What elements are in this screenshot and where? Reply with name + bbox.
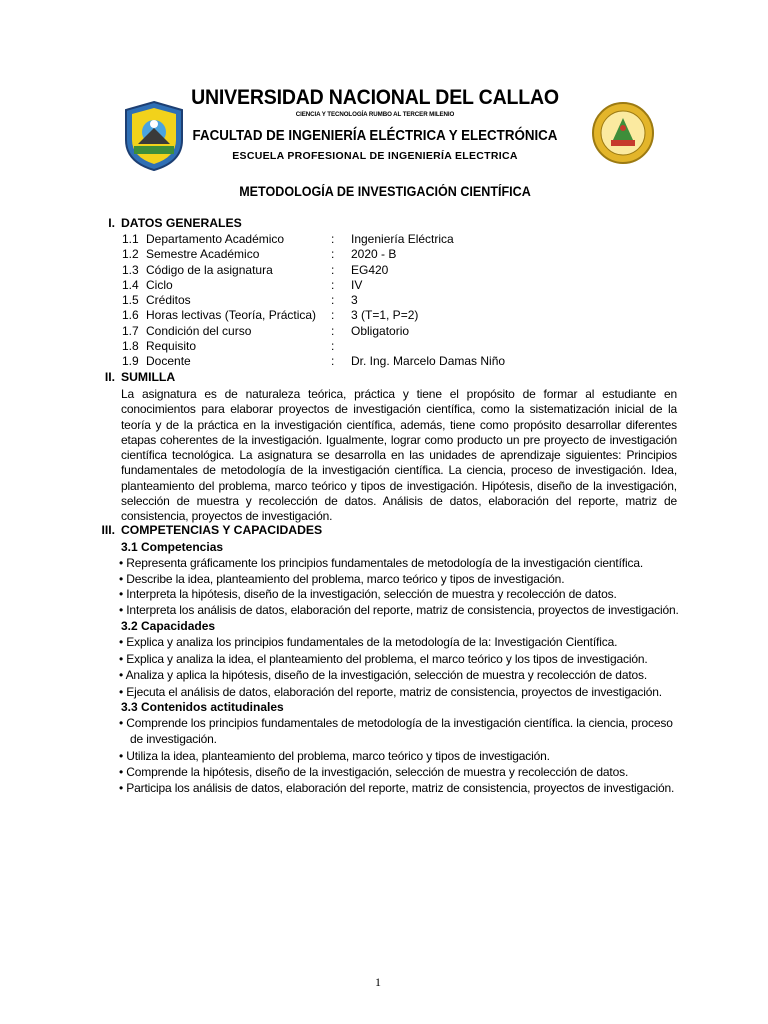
row-number: 1.5 [122,293,139,307]
list-item [119,716,689,747]
row-number: 1.7 [122,324,139,338]
row-value: EG420 [351,263,389,277]
section-title: COMPETENCIAS Y CAPACIDADES [121,523,323,537]
subsection-title-actitudinales: 3.3 Contenidos actitudinales [121,700,284,714]
row-colon: : [331,339,335,353]
row-colon: : [331,232,335,246]
list-item: • Analiza y aplica la hipótesis, diseño de la investigación, selección de muestra y recolección de datos. [119,668,648,682]
section-number: II. [104,370,115,384]
row-colon: : [331,354,335,368]
row-value: Obligatorio [351,324,410,338]
row-number: 1.4 [122,278,139,292]
row-colon: : [331,247,335,261]
list-item-line: de investigación. [130,731,217,746]
row-value: 3 [351,293,358,307]
list-item: • Ejecuta el análisis de datos, elaboración del reporte, matriz de consistencia, proyectos de investigación. [119,685,662,699]
university-name: UNIVERSIDAD NACIONAL DEL CALLAO [191,86,559,109]
row-label: Condición del curso [146,324,252,338]
section-datos-generales [108,216,242,230]
row-number: 1.8 [122,339,139,353]
row-label: Código de la asignatura [146,263,273,277]
list-item: • Interpreta los análisis de datos, elaboración del reporte, matriz de consistencia, proyectos de investigación. [119,603,679,617]
row-colon: : [331,293,335,307]
row-label: Requisito [146,339,197,353]
row-number: 1.6 [122,308,139,322]
row-label: Semestre Académico [146,247,260,261]
row-colon: : [331,324,335,338]
section-number: III. [101,523,115,537]
section-title: DATOS GENERALES [121,216,242,230]
row-value: IV [351,278,363,292]
row-colon: : [331,308,335,322]
row-label: Ciclo [146,278,173,292]
sumilla-paragraph: La asignatura es de naturaleza teórica, práctica y tiene el propósito de formar al estudiante en conocimientos para elaborar proyectos de investigación científica, como la sistematización inicial de la teoría y de la práctica en la investigación científica, además, tiene como propósito desarrollar diferentes etapas coherentes de la investigación. Igualmente, lograr como producto un pre proyecto de investigación científica tecnológica. La asignatura se desarrolla en las unidades de aprendizaje siguientes: Principios fundamentales de metodología de la investigación científica. La ciencia, proceso de investigación. Idea, planteamiento del problema, marco teórico y tipos de investigación. Hipótesis, diseño de la investigación, selección de muestra y recolección de datos. Análisis de datos, elaboración del reporte, matriz de consistencia, proyectos de investigación. [121,387,677,523]
row-colon: : [331,278,335,292]
row-value: 2020 - B [351,247,397,261]
list-item: • Representa gráficamente los principios fundamentales de metodología de la investigación científica. [119,556,644,570]
row-number: 1.9 [122,354,139,368]
section-competencias [101,523,323,537]
row-number: 1.2 [122,247,139,261]
row-value: Ingeniería Eléctrica [351,232,454,246]
subsection-title-competencias: 3.1 Competencias [121,540,224,554]
section-title: SUMILLA [121,370,176,384]
row-number: 1.3 [122,263,139,277]
list-item: • Interpreta la hipótesis, diseño de la investigación, selección de muestra y recolección de datos. [119,587,617,601]
list-item: • Utiliza la idea, planteamiento del problema, marco teórico y tipos de investigación. [119,749,550,763]
list-item: • Explica y analiza la idea, el planteamiento del problema, el marco teórico y los tipos de investigación. [119,652,648,666]
subsection-title-capacidades: 3.2 Capacidades [121,619,216,633]
row-colon: : [331,263,335,277]
row-label: Departamento Académico [146,232,285,246]
row-label: Créditos [146,293,191,307]
row-label: Docente [146,354,191,368]
list-item: • Describe la idea, planteamiento del problema, marco teórico y tipos de investigación. [119,572,565,586]
university-motto: CIENCIA Y TECNOLOGÍA RUMBO AL TERCER MILENIO [295,111,455,118]
row-number: 1.1 [122,232,139,246]
list-item: • Explica y analiza los principios fundamentales de la metodología de la: Investigación Científica. [119,635,618,649]
list-item: • Comprende la hipótesis, diseño de la investigación, selección de muestra y recolección de datos. [119,765,629,779]
faculty-name: FACULTAD DE INGENIERÍA ELÉCTRICA Y ELECTRÓNICA [192,128,558,144]
school-name: ESCUELA PROFESIONAL DE INGENIERÍA ELECTRICA [232,150,518,162]
section-number: I. [108,216,115,230]
page-number: 1 [375,975,381,989]
row-label: Horas lectivas (Teoría, Práctica) [146,308,317,322]
row-value: 3 (T=1, P=2) [351,308,419,322]
list-item: • Participa los análisis de datos, elaboración del reporte, matriz de consistencia, proyectos de investigación. [119,781,675,795]
list-item-line: • Comprende los principios fundamentales de metodología de la investigación científica. la ciencia, proceso [119,716,673,730]
row-value: Dr. Ing. Marcelo Damas Niño [351,354,506,368]
course-title: METODOLOGÍA DE INVESTIGACIÓN CIENTÍFICA [239,184,531,199]
section-sumilla [104,370,176,384]
